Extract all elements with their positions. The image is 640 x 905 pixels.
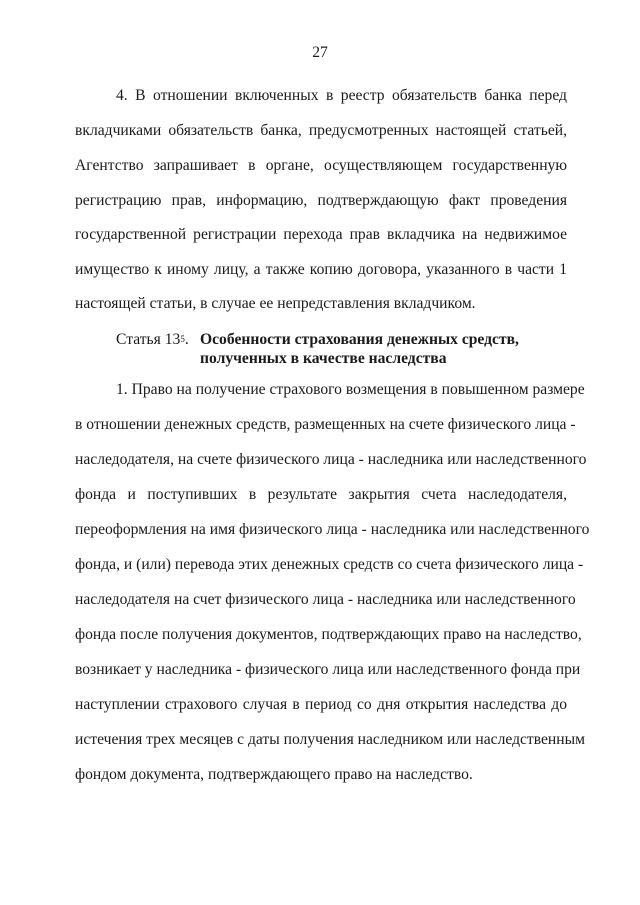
paragraph-4-line: регистрацию прав, информацию, подтверждающую факт проведения <box>75 192 567 209</box>
paragraph-1-line: 1. Право на получение страхового возмещения в повышенном размере <box>116 381 585 398</box>
paragraph-1-line: фонда после получения документов, подтверждающих право на наследство, <box>75 626 582 643</box>
paragraph-4-line: настоящей статьи, в случае ее непредставления вкладчиком. <box>75 295 476 312</box>
paragraph-4-line: Агентство запрашивает в органе, осуществляющем государственную <box>75 157 567 174</box>
article-label <box>116 330 189 351</box>
paragraph-4-line: 4. В отношении включенных в реестр обязательств банка перед <box>116 87 567 104</box>
paragraph-1-line: наступлении страхового случая в период со дня открытия наследства до <box>75 696 567 713</box>
paragraph-1-line: наследодателя на счет физического лица - наследника или наследственного <box>75 591 576 608</box>
paragraph-1-line: наследодателя, на счете физического лица - наследника или наследственного <box>75 451 587 468</box>
paragraph-1-line: фондом документа, подтверждающего право на наследство. <box>75 766 473 783</box>
paragraph-4-line: имущество к иному лицу, а также копию договора, указанного в части 1 <box>75 261 567 278</box>
paragraph-1-line: фонда, и (или) перевода этих денежных средств со счета физического лица - <box>75 556 584 573</box>
article-label-text: Статья 13 <box>116 331 181 348</box>
paragraph-4-line: вкладчиками обязательств банка, предусмотренных настоящей статьей, <box>75 122 567 139</box>
article-title-line: полученных в качестве наследства <box>200 350 447 367</box>
article-title-line: Особенности страхования денежных средств, <box>200 331 519 348</box>
paragraph-4-line: государственной регистрации перехода прав вкладчика на недвижимое <box>75 226 567 243</box>
article-label-suffix: . <box>184 331 189 348</box>
paragraph-1-line: возникает у наследника - физического лица или наследственного фонда при <box>75 661 581 678</box>
page-number: 27 <box>312 44 328 61</box>
article-label-superscript: 5 <box>180 334 185 344</box>
paragraph-1-line: переоформления на имя физического лица - наследника или наследственного <box>75 521 590 538</box>
paragraph-1-line: фонда и поступивших в результате закрытия счета наследодателя, <box>75 486 567 503</box>
paragraph-1-line: истечения трех месяцев с даты получения наследником или наследственным <box>75 731 585 748</box>
paragraph-1-line: в отношении денежных средств, размещенных на счете физического лица - <box>75 416 576 433</box>
